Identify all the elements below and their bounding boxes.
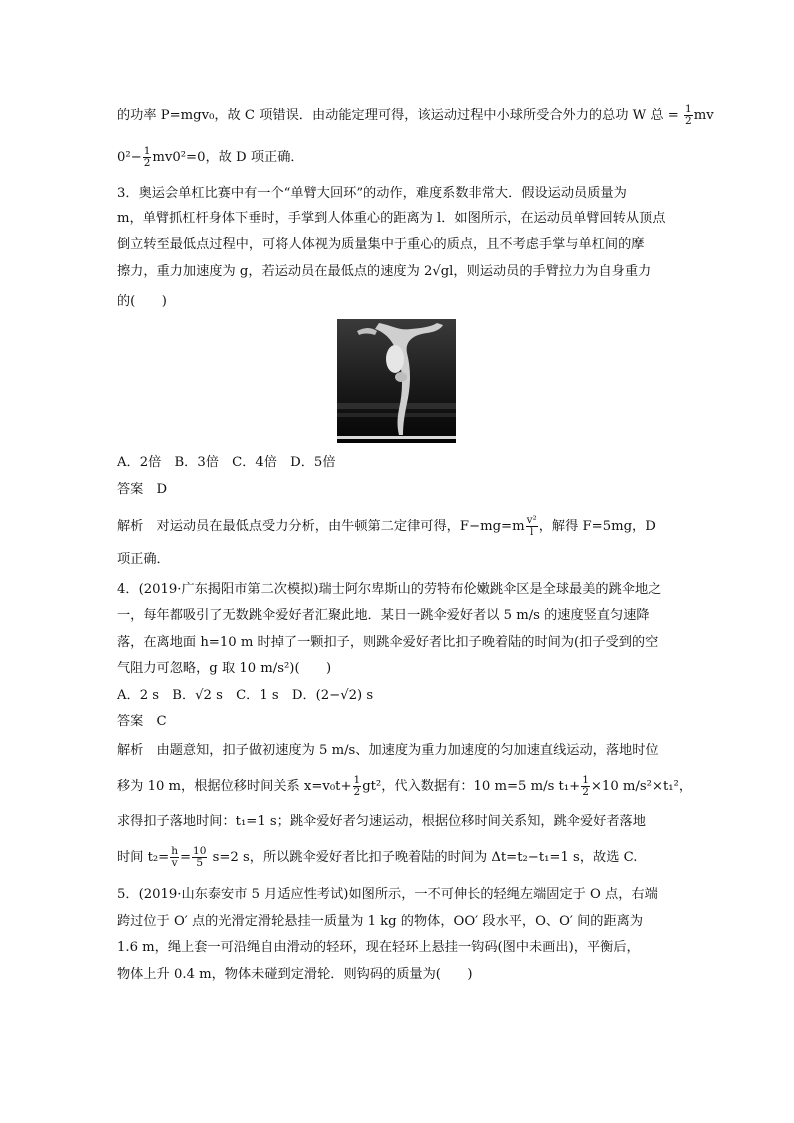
question-5-line: 物体上升 0.4 m，物体未碰到定滑轮．则钩码的质量为( ) xyxy=(117,967,473,982)
question-3-line: m，单臂抓杠杆身体下垂时，手掌到人体重心的距离为 l．如图所示，在运动员单臂回转从顶点 xyxy=(117,211,666,226)
fraction-denominator: l xyxy=(529,526,534,538)
fraction-denominator: 2 xyxy=(353,786,361,798)
text-span: 0²− xyxy=(117,150,142,165)
fraction-denominator: 5 xyxy=(196,857,204,869)
fraction-denominator: 2 xyxy=(582,786,589,798)
text-span: 解析 对运动员在最低点受力分析，由牛顿第二定律可得，F−mg=m xyxy=(117,519,525,534)
text-line xyxy=(117,146,677,169)
question-4-line: 气阻力可忽略，g 取 10 m/s²)( ) xyxy=(117,661,332,676)
text-span: s=2 s，所以跳伞爱好者比扣子晚着陆的时间为 Δt=t₂−t₁=1 s，故选 C. xyxy=(208,850,638,865)
question-5-line: 1.6 m，绳上套一可沿绳自由滑动的轻环，现在轻环上悬挂一钩码(图中未画出)，平衡后， xyxy=(117,940,640,955)
question-4-line: 一，每年都吸引了无数跳伞爱好者汇聚此地．某日一跳伞爱好者以 5 m/s 的速度竖直匀速降 xyxy=(117,608,650,623)
text-span: 的功率 P=mgv₀，故 C 项错误．由动能定理可得，该运动过程中小球所受合外力的总功 W 总 = xyxy=(117,108,684,123)
question-3-answer: 答案 D xyxy=(117,482,168,497)
fraction xyxy=(143,146,152,169)
question-4-explanation xyxy=(117,774,693,798)
fraction xyxy=(170,846,179,869)
text-span: = xyxy=(179,850,192,865)
fraction-numerator: 1 xyxy=(143,145,151,157)
question-3-line: 3．奥运会单杠比赛中有一个“单臂大回环”的动作，难度系数非常大．假设运动员质量为 xyxy=(117,186,627,201)
fraction-numerator: v² xyxy=(526,514,537,526)
question-4-options: A．2 s B．√2 s C．1 s D．(2−√2) s xyxy=(117,688,374,703)
fraction-numerator: 10 xyxy=(193,845,207,857)
gymnast-photo xyxy=(337,319,456,443)
fraction-numerator: 1 xyxy=(582,774,589,786)
fraction xyxy=(581,775,590,798)
fraction xyxy=(353,775,362,798)
fraction-denominator: 2 xyxy=(143,157,151,169)
fraction-numerator: 1 xyxy=(353,774,361,786)
text-span: ×10 m/s²×t₁²， xyxy=(590,779,693,794)
question-3-explanation: 项正确． xyxy=(117,552,170,567)
question-5-line: 5．(2019·山东泰安市 5 月适应性考试)如图所示，一不可伸长的轻绳左端固定于 O 点，右端 xyxy=(117,887,658,902)
question-4-explanation xyxy=(117,846,677,869)
fraction-numerator: 1 xyxy=(685,103,692,115)
fraction xyxy=(192,846,207,869)
question-3-line: 擦力，重力加速度为 g，若运动员在最低点的速度为 2√gl，则运动员的手臂拉力为自身重力 xyxy=(117,264,652,279)
text-span: gt²，代入数据有：10 m=5 m/s t₁+ xyxy=(362,779,581,794)
text-span: mv0²=0，故 D 项正确． xyxy=(152,150,304,165)
question-4-explanation: 求得扣子落地时间：t₁=1 s；跳伞爱好者匀速运动，根据位移时间关系知，跳伞爱好者落地 xyxy=(117,814,646,829)
question-3-explanation xyxy=(117,515,677,538)
question-4-line: 4．(2019·广东揭阳市第二次模拟)瑞士阿尔卑斯山的劳特布伦嫩跳伞区是全球最美的跳伞地之 xyxy=(117,582,662,597)
fraction xyxy=(684,104,693,127)
text-line xyxy=(117,103,714,127)
fraction xyxy=(526,515,538,538)
text-span: mv xyxy=(693,108,714,123)
question-4-answer: 答案 C xyxy=(117,714,167,729)
question-4-line: 落，在离地面 h=10 m 时掉了一颗扣子，则跳伞爱好者比扣子晚着陆的时间为(扣子受到的空 xyxy=(117,635,659,650)
text-span: ，解得 F=5mg，D xyxy=(538,519,656,534)
text-span: 移为 10 m，根据位移时间关系 x=v₀t+ xyxy=(117,779,352,794)
question-3-line: 倒立转至最低点过程中，可将人体视为质量集中于重心的质点，且不考虑手掌与单杠间的摩 xyxy=(117,237,645,252)
question-3-line: 的( ) xyxy=(117,294,167,309)
fraction-denominator: 2 xyxy=(685,115,692,127)
question-3-options: A．2倍 B．3倍 C．4倍 D．5倍 xyxy=(117,455,336,470)
question-4-explanation: 解析 由题意知，扣子做初速度为 5 m/s、加速度为重力加速度的匀加速直线运动，落地时位 xyxy=(117,743,659,758)
text-span: 时间 t₂= xyxy=(117,850,170,865)
fraction-denominator: v xyxy=(171,857,178,869)
fraction-numerator: h xyxy=(171,845,178,857)
question-5-line: 跨过位于 O′ 点的光滑定滑轮悬挂一质量为 1 kg 的物体，OO′ 段水平，O、O′ 间的距离为 xyxy=(117,914,644,929)
